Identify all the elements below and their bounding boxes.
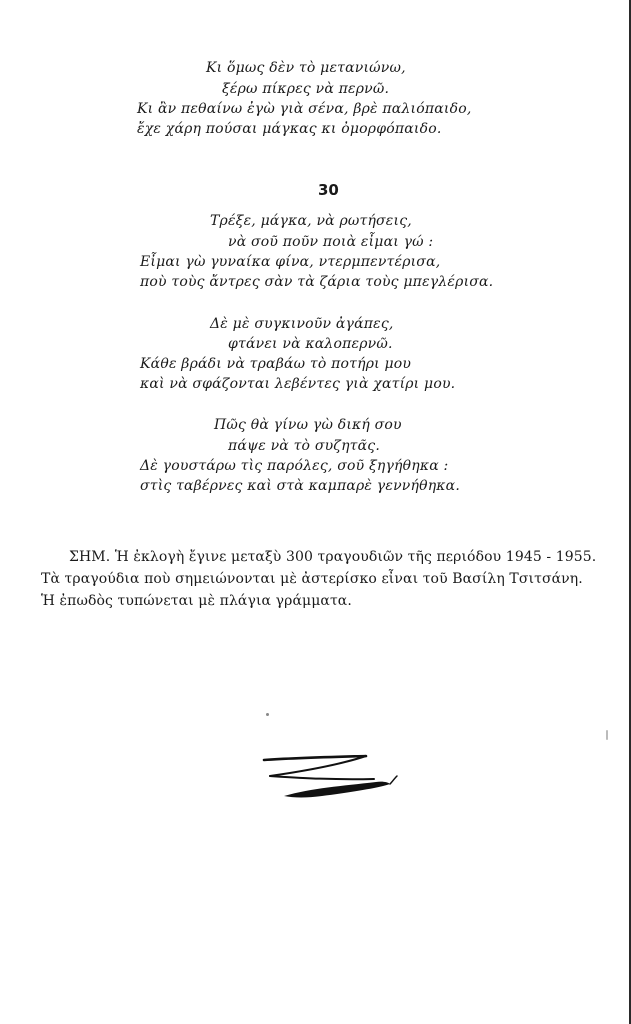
poem-line: ξέρω πίκρες νὰ περνῶ.: [222, 81, 390, 97]
poem-line: Εἶμαι γὼ γυναίκα φίνα, ντερμπεντέρισα,: [140, 254, 441, 270]
poem-line: ποὺ τοὺς ἄντρες σὰν τὰ ζάρια τοὺς μπεγλέρισα.: [140, 274, 494, 290]
ink-speck: [266, 713, 269, 716]
poem-line: Πῶς θὰ γίνω γὼ δική σου: [214, 417, 402, 433]
flourish-ornament: [262, 752, 402, 802]
poem-line: νὰ σοῦ ποῦν ποιὰ εἶμαι γώ :: [228, 234, 434, 250]
note-line: Ἡ ἐπωδὸς τυπώνεται μὲ πλάγια γράμματα.: [41, 593, 352, 609]
song-number: 30: [318, 181, 339, 199]
poem-line: φτάνει νὰ καλοπερνῶ.: [228, 336, 393, 352]
poem-line: Κι ὅμως δὲν τὸ μετανιώνω,: [206, 60, 406, 76]
note-line: Τὰ τραγούδια ποὺ σημειώνονται μὲ ἀστερίσκο εἶναι τοῦ Βασίλη Τσιτσάνη.: [41, 571, 583, 587]
poem-line: ἔχε χάρη πούσαι μάγκας κι ὀμορφόπαιδο.: [137, 121, 442, 137]
poem-line: Κάθε βράδι νὰ τραβάω τὸ ποτήρι μου: [140, 356, 412, 372]
note-line: ΣΗΜ. Ἡ ἐκλογὴ ἔγινε μεταξὺ 300 τραγουδιῶν τῆς περιόδου 1945 - 1955.: [69, 549, 597, 565]
ink-speck: [606, 730, 608, 740]
poem-line: Τρέξε, μάγκα, νὰ ρωτήσεις,: [210, 213, 412, 229]
poem-line: πάψε νὰ τὸ συζητᾶς.: [228, 438, 380, 454]
poem-line: Δὲ γουστάρω τὶς παρόλες, σοῦ ξηγήθηκα :: [140, 458, 449, 474]
poem-line: Δὲ μὲ συγκινοῦν ἀγάπες,: [210, 316, 394, 332]
poem-line: στὶς ταβέρνες καὶ στὰ καμπαρὲ γεννήθηκα.: [140, 478, 460, 494]
poem-line: Κι ἂν πεθαίνω ἐγὼ γιὰ σένα, βρὲ παλιόπαιδο,: [137, 101, 472, 117]
poem-line: καὶ νὰ σφάζονται λεβέντες γιὰ χατίρι μου.: [140, 376, 456, 392]
